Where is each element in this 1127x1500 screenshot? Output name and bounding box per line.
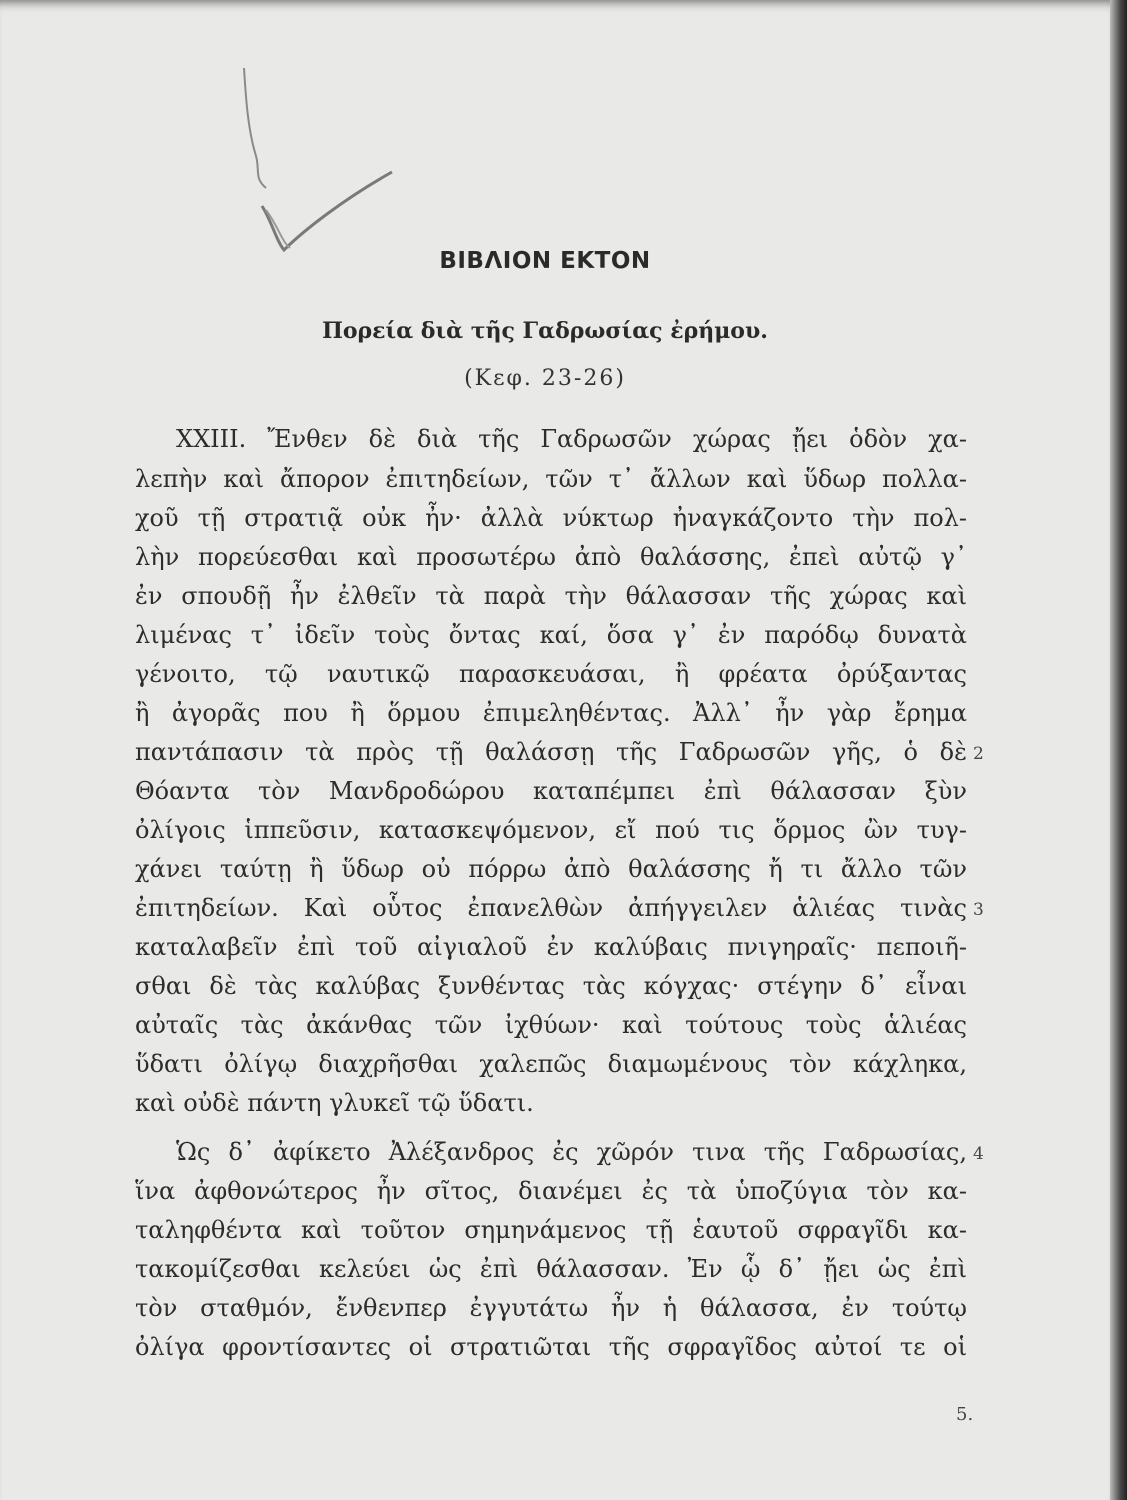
book-title: ΒΙΒΛΙΟΝ ΕΚΤΟΝ: [439, 248, 651, 274]
text-line: αὐταῖς τὰς ἀκάνθας τῶν ἰχθύων· καὶ τούτους τοὺς ἁλιέας: [135, 1011, 967, 1039]
pencil-checkmark-icon: [232, 60, 412, 270]
text-line: καὶ οὐδὲ πάντη γλυκεῖ τῷ ὕδατι.: [135, 1089, 534, 1117]
text-line: παντάπασιν τὰ πρὸς τῇ θαλάσσῃ τῆς Γαδρωσῶν γῆς, ὁ δὲ: [135, 738, 967, 766]
page-number: 5.: [956, 1404, 974, 1425]
text-line: ἢ ἀγορᾶς που ἢ ὅρμου ἐπιμεληθέντας. Ἀλλ᾽ ἦν γὰρ ἔρημα: [135, 699, 967, 727]
page-edge-shadow: [1110, 0, 1127, 1500]
text-line: γένοιτο, τῷ ναυτικῷ παρασκευάσαι, ἢ φρέατα ὀρύξαντας: [135, 660, 967, 688]
text-line: τὸν σταθμόν, ἔνθενπερ ἐγγυτάτω ἦν ἡ θάλασσα, ἐν τούτῳ: [135, 1294, 967, 1322]
text-line: Θόαντα τὸν Μανδροδώρου καταπέμπει ἐπὶ θάλασσαν ξὺν: [135, 777, 967, 805]
text-line: χάνει ταύτῃ ἢ ὕδωρ οὐ πόρρω ἀπὸ θαλάσσης ἤ τι ἄλλο τῶν: [135, 855, 967, 883]
text-line: καταλαβεῖν ἐπὶ τοῦ αἰγιαλοῦ ἐν καλύβαις πνιγηραῖς· πεποιῆ-: [135, 933, 967, 961]
text-line: ταληφθέντα καὶ τοῦτον σημηνάμενος τῇ ἑαυτοῦ σφραγῖδι κα-: [135, 1216, 967, 1244]
text-line: ἐπιτηδείων. Καὶ οὗτος ἐπανελθὼν ἀπήγγειλεν ἁλιέας τινὰς: [135, 894, 967, 922]
text-line: λεπὴν καὶ ἄπορον ἐπιτηδείων, τῶν τ᾽ ἄλλων καὶ ὕδωρ πολλα-: [135, 465, 967, 493]
text-line: λιμένας τ᾽ ἰδεῖν τοὺς ὄντας καί, ὅσα γ᾽ ἐν παρόδῳ δυνατὰ: [135, 621, 967, 649]
margin-section-number: 4: [973, 1144, 984, 1164]
chapter-range: (Κεφ. 23-26): [464, 366, 626, 391]
text-line: χοῦ τῇ στρατιᾷ οὐκ ἦν· ἀλλὰ νύκτωρ ἠναγκάζοντο τὴν πολ-: [135, 504, 967, 532]
text-line: ὀλίγοις ἱππεῦσιν, κατασκεψόμενον, εἴ πού τις ὅρμος ὢν τυγ-: [135, 816, 967, 844]
margin-section-number: 2: [973, 744, 984, 764]
section-title: Πορεία διὰ τῆς Γαδρωσίας ἐρήμου.: [322, 318, 768, 344]
text-line: Ὡς δ᾽ ἀφίκετο Ἀλέξανδρος ἐς χῶρόν τινα τῆς Γαδρωσίας,: [176, 1138, 967, 1166]
text-line: ἐν σπουδῇ ἦν ἐλθεῖν τὰ παρὰ τὴν θάλασσαν τῆς χώρας καὶ: [135, 582, 967, 610]
text-line: ἵνα ἀφθονώτερος ἦν σῖτος, διανέμει ἐς τὰ ὑποζύγια τὸν κα-: [135, 1177, 967, 1205]
text-line: τακομίζεσθαι κελεύει ὡς ἐπὶ θάλασσαν. Ἐν ᾧ δ᾽ ᾔει ὡς ἐπὶ: [135, 1255, 967, 1283]
text-line: ὕδατι ὀλίγῳ διαχρῆσθαι χαλεπῶς διαμωμένους τὸν κάχληκα,: [135, 1050, 967, 1078]
text-line: ὀλίγα φροντίσαντες οἱ στρατιῶται τῆς σφραγῖδος αὐτοί τε οἱ: [135, 1333, 967, 1361]
text-line: λὴν πορεύεσθαι καὶ προσωτέρω ἀπὸ θαλάσσης, ἐπεὶ αὐτῷ γ᾽: [135, 543, 967, 571]
margin-section-number: 3: [973, 900, 984, 920]
text-line: σθαι δὲ τὰς καλύβας ξυνθέντας τὰς κόγχας· στέγην δ᾽ εἶναι: [135, 972, 967, 1000]
text-line: XXIII. Ἔνθεν δὲ διὰ τῆς Γαδρωσῶν χώρας ᾔει ὁδὸν χα-: [176, 425, 967, 453]
